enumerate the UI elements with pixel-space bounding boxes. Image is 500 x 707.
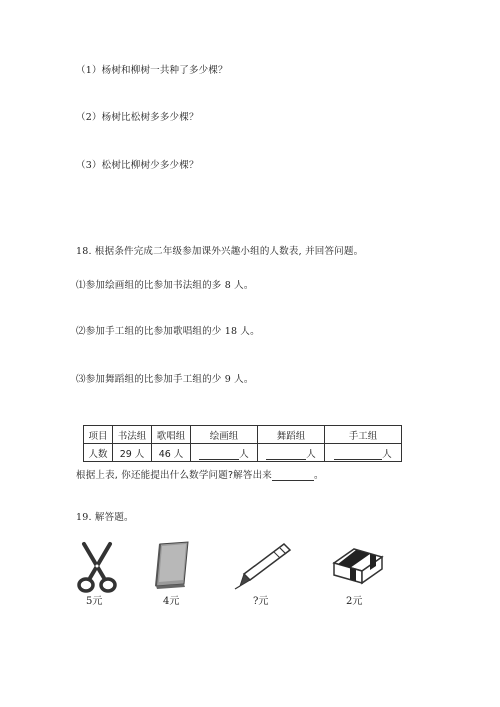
table-cell-answer[interactable] [325, 444, 402, 462]
table-header-cell: 项目 [84, 426, 113, 444]
q18-question-text: 根据上表, 你还能提出什么数学问题?解答出来 [76, 470, 272, 481]
pen-icon [232, 540, 292, 590]
table-header-cell: 书法组 [113, 426, 152, 444]
unit-label: 人 [382, 448, 392, 460]
notebook-item [150, 540, 195, 590]
q19-title: 19. 解答题。 [76, 512, 134, 523]
table-cell: 29 人 [113, 444, 152, 462]
scissors-icon [70, 540, 125, 595]
question-1: （1）杨树和柳树一共种了多少棵？ [76, 65, 228, 76]
table-row [84, 444, 402, 462]
q18-question [76, 467, 324, 481]
pen-item [232, 540, 292, 590]
q18-condition-1: ⑴参加绘画组的比参加书法组的多 8 人。 [76, 280, 254, 291]
q18-condition-3: ⑶参加舞蹈组的比参加手工组的少 9 人。 [76, 374, 254, 385]
scissors-item [70, 540, 125, 595]
q18-question-end: 。 [313, 470, 324, 481]
answer-blank[interactable] [272, 470, 314, 481]
table-cell-answer[interactable] [191, 444, 258, 462]
price-label: 4元 [163, 596, 180, 607]
interest-group-table [83, 425, 402, 462]
table-cell: 人数 [84, 444, 113, 462]
answer-blank[interactable] [199, 459, 239, 460]
eraser-icon [330, 543, 385, 588]
unit-label: 人 [306, 448, 316, 460]
question-3: （3）松树比柳树少多少棵？ [76, 160, 199, 171]
answer-blank[interactable] [334, 459, 382, 460]
notebook-icon [150, 540, 195, 590]
table-header-cell: 舞蹈组 [258, 426, 325, 444]
table-cell-answer[interactable] [258, 444, 325, 462]
question-2: （2）杨树比松树多多少棵？ [76, 112, 199, 123]
unit-label: 人 [239, 448, 249, 460]
answer-blank[interactable] [266, 459, 306, 460]
price-label: 2元 [346, 596, 363, 607]
table-cell: 46 人 [152, 444, 191, 462]
price-label: 5元 [86, 596, 103, 607]
q18-title: 18. 根据条件完成二年级参加课外兴趣小组的人数表, 并回答问题。 [76, 246, 364, 257]
table-header-cell: 歌唱组 [152, 426, 191, 444]
price-label: ?元 [253, 596, 269, 607]
q18-condition-2: ⑵参加手工组的比参加歌唱组的少 18 人。 [76, 326, 260, 337]
table-header-cell: 手工组 [325, 426, 402, 444]
table-header-cell: 绘画组 [191, 426, 258, 444]
table-header-row [84, 426, 402, 444]
eraser-item [330, 543, 385, 588]
